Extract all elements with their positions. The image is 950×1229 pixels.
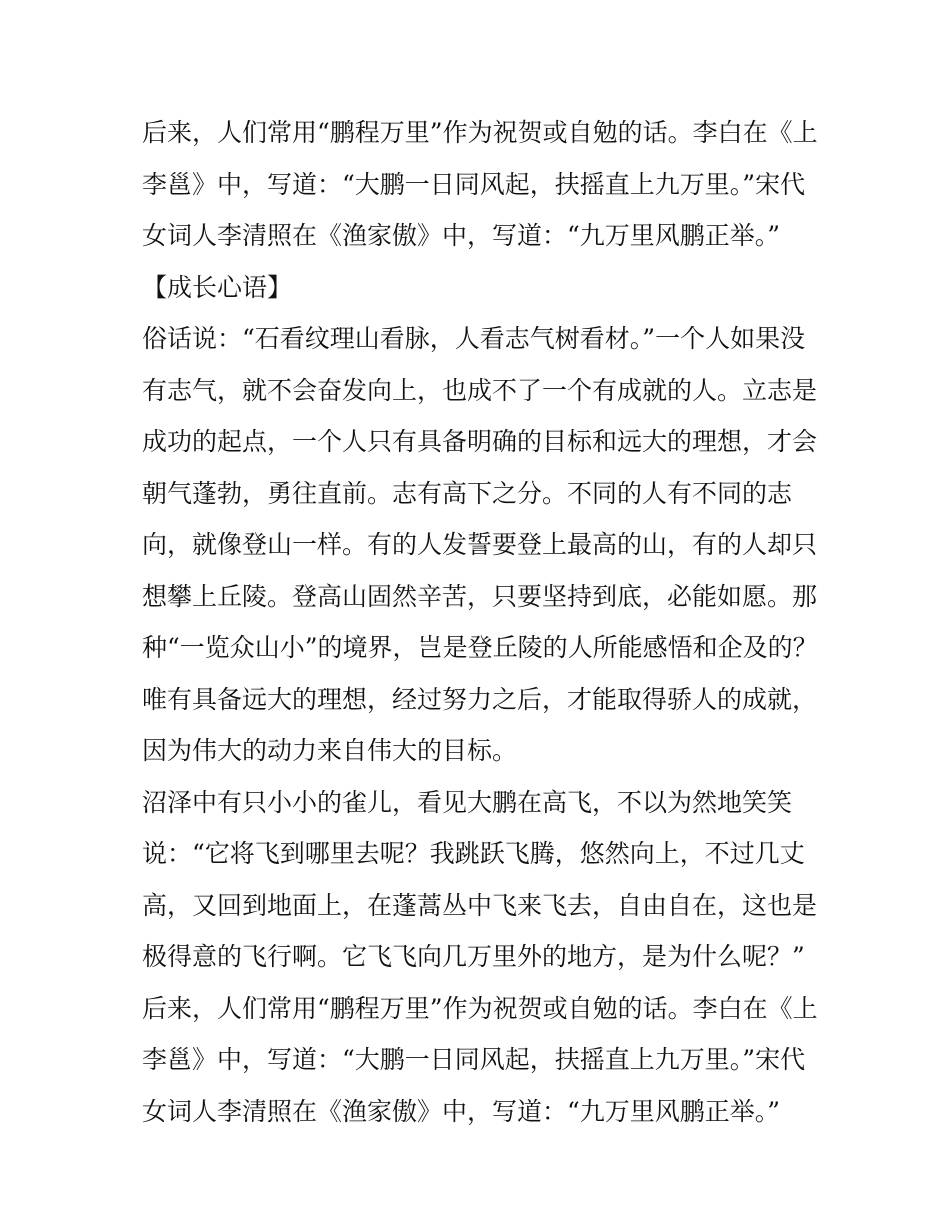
text-line: 沼泽中有只小小的雀儿，看见大鹏在高飞，不以为然地笑笑 — [142, 787, 793, 817]
text-line: 朝气蓬勃，勇往直前。志有高下之分。不同的人有不同的志 — [142, 478, 793, 508]
text-line: 种“一览众山小”的境界，岂是登丘陵的人所能感悟和企及的？ — [142, 633, 818, 662]
text-line: 后来，人们常用“鹏程万里”作为祝贺或自勉的话。李白在《上 — [142, 993, 818, 1023]
text-line: 说：“它将飞到哪里去呢？我跳跃飞腾，悠然向上，不过几丈 — [142, 839, 805, 868]
text-line: 成功的起点，一个人只有具备明确的目标和远大的理想，才会 — [142, 427, 818, 456]
text-line: 向，就像登山一样。有的人发誓要登上最高的山，有的人却只 — [142, 530, 818, 559]
section-heading: 【成长心语】 — [142, 272, 293, 302]
text-line: 唯有具备远大的理想，经过努力之后，才能取得骄人的成就， — [142, 684, 818, 714]
text-line: 因为伟大的动力来自伟大的目标。 — [142, 736, 518, 765]
text-line: 高，又回到地面上，在蓬蒿丛中飞来飞去，自由自在，这也是 — [142, 890, 818, 920]
text-line: 女词人李清照在《渔家傲》中，写道：“九万里风鹏正举。” — [142, 1096, 781, 1126]
text-line: 李邕》中，写道：“大鹏一日同风起，扶摇直上九万里。”宋代 — [142, 1045, 806, 1074]
text-line: 李邕》中，写道：“大鹏一日同风起，扶摇直上九万里。”宋代 — [142, 169, 806, 199]
document-body — [142, 107, 822, 1137]
text-line: 女词人李清照在《渔家傲》中，写道：“九万里风鹏正举。” — [142, 221, 781, 250]
text-line: 极得意的飞行啊。它飞飞向几万里外的地方，是为什么呢？” — [142, 942, 805, 971]
text-line: 想攀上丘陵。登高山固然辛苦，只要坚持到底，必能如愿。那 — [142, 581, 818, 611]
text-line: 有志气，就不会奋发向上，也成不了一个有成就的人。立志是 — [142, 375, 818, 405]
text-line: 俗话说：“石看纹理山看脉，人看志气树看材。”一个人如果没 — [142, 324, 806, 353]
text-line: 后来，人们常用“鹏程万里”作为祝贺或自勉的话。李白在《上 — [142, 118, 818, 147]
